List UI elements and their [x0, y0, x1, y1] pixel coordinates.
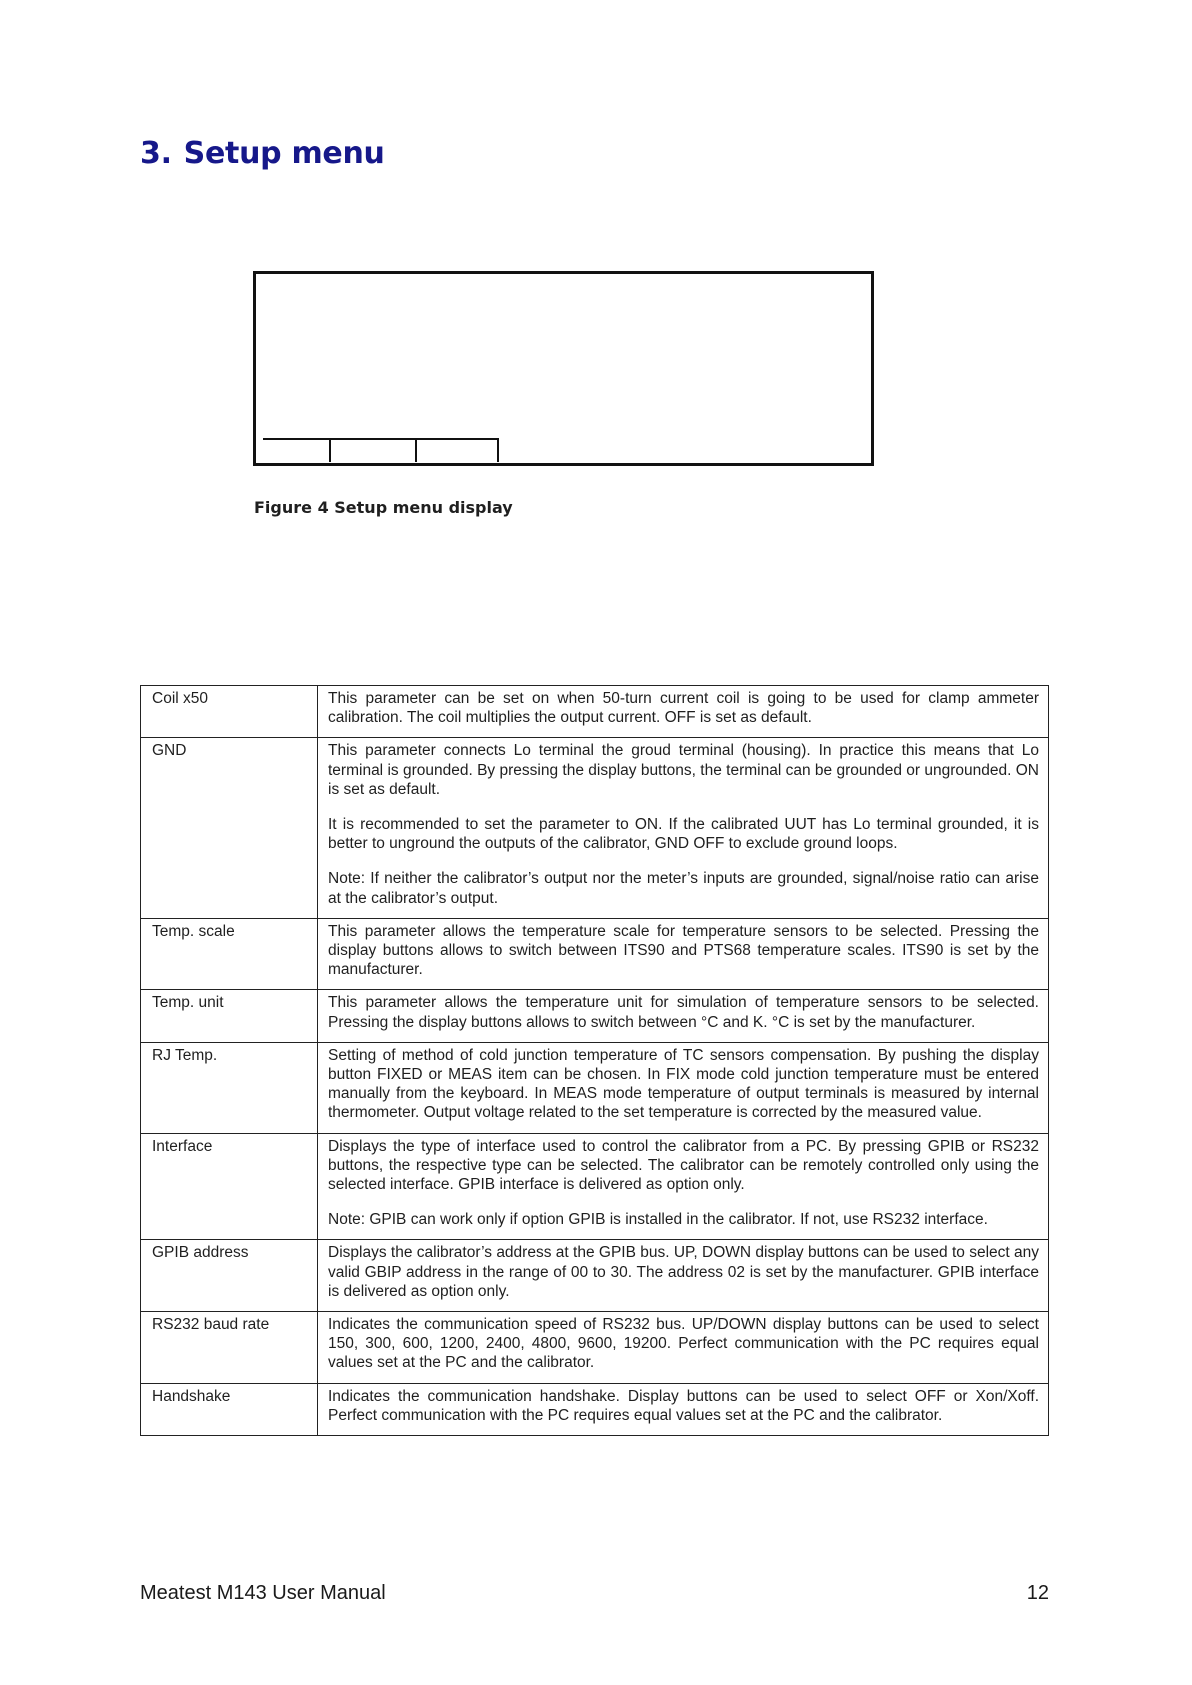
description-paragraph: Note: GPIB can work only if option GPIB is installed in the calibrator. If not, use RS232 interface.	[328, 1211, 988, 1229]
table-row	[141, 1042, 1049, 1133]
description-paragraph: This parameter connects Lo terminal the groud terminal (housing). In practice this means that Lo terminal is grounded. By pressing the display buttons, the terminal can be grounded or ungrounded. ON is set as default.	[328, 742, 1039, 798]
parameter-description	[318, 686, 1049, 738]
display-softkey-divider	[329, 438, 331, 462]
parameter-description	[318, 1240, 1049, 1312]
description-paragraph: Indicates the communication handshake. Display buttons can be used to select OFF or Xon/Xoff. Perfect communication with the PC requires equal values set at the PC and the calibrator.	[328, 1387, 1039, 1424]
setup-menu-display-figure	[253, 271, 874, 466]
parameter-description	[318, 1042, 1049, 1133]
table-row	[141, 738, 1049, 918]
description-paragraph: Indicates the communication speed of RS232 bus. UP/DOWN display buttons can be used to select 150, 300, 600, 1200, 2400, 4800, 9600, 19200. Perfect communication with the PC requires equal values set at the PC and the calibrator.	[328, 1316, 1039, 1372]
display-softkey-divider	[415, 438, 417, 462]
parameter-description	[318, 738, 1049, 918]
parameter-name: Handshake	[141, 1383, 318, 1435]
parameter-description	[318, 918, 1049, 990]
parameter-name: Interface	[141, 1133, 318, 1240]
parameter-name: RJ Temp.	[141, 1042, 318, 1133]
footer-manual-title: Meatest M143 User Manual	[140, 1582, 386, 1604]
description-paragraph: Setting of method of cold junction temperature of TC sensors compensation. By pushing the display button FIXED or MEAS item can be chosen. In FIX mode cold junction temperature must be entered manually from the keyboard. In MEAS mode temperature of output terminals is measured by internal thermometer. Output voltage related to the set temperature is corrected by the measured value.	[328, 1046, 1039, 1122]
table-row	[141, 990, 1049, 1042]
description-paragraph: Note: If neither the calibrator’s output nor the meter’s inputs are grounded, signal/noise ratio can arise at the calibrator’s output.	[328, 870, 1039, 907]
parameter-description	[318, 1383, 1049, 1435]
section-number: 3.	[140, 136, 172, 171]
table-row	[141, 1240, 1049, 1312]
parameter-description	[318, 1133, 1049, 1240]
parameter-name: GPIB address	[141, 1240, 318, 1312]
display-softkey-divider	[497, 438, 499, 462]
section-title: Setup menu	[183, 136, 385, 171]
parameter-name: Temp. unit	[141, 990, 318, 1042]
table-row	[141, 686, 1049, 738]
display-softkey-bar	[263, 438, 497, 440]
section-heading	[140, 136, 385, 171]
description-paragraph: This parameter allows the temperature scale for temperature sensors to be selected. Pressing the display buttons allows to switch between ITS90 and PTS68 temperature scales. ITS90 is set by the manufacturer.	[328, 922, 1039, 979]
parameter-description	[318, 1312, 1049, 1384]
setup-parameters-table	[140, 685, 1049, 1436]
footer-page-number: 12	[1026, 1582, 1049, 1604]
parameter-name: GND	[141, 738, 318, 918]
description-paragraph: This parameter can be set on when 50-turn current coil is going to be used for clamp ammeter calibration. The coil multiplies the output current. OFF is set as default.	[328, 690, 1039, 727]
table-row	[141, 1312, 1049, 1384]
parameter-name: Coil x50	[141, 686, 318, 738]
description-paragraph: Displays the calibrator’s address at the GPIB bus. UP, DOWN display buttons can be used to select any valid GBIP address in the range of 00 to 30. The address 02 is set by the manufacturer. GPIB interface is delivered as option only.	[328, 1244, 1039, 1300]
description-paragraph: It is recommended to set the parameter to ON. If the calibrated UUT has Lo terminal grounded, it is better to unground the outputs of the calibrator, GND OFF to exclude ground loops.	[328, 816, 1039, 853]
table-row	[141, 918, 1049, 990]
table-row	[141, 1383, 1049, 1435]
figure-caption: Figure 4 Setup menu display	[254, 498, 513, 517]
parameter-description	[318, 990, 1049, 1042]
parameter-name: Temp. scale	[141, 918, 318, 990]
description-paragraph: Displays the type of interface used to control the calibrator from a PC. By pressing GPIB or RS232 buttons, the respective type can be selected. The calibrator can be remotely controlled only using the selected interface. GPIB interface is delivered as option only.	[328, 1137, 1039, 1194]
description-paragraph: This parameter allows the temperature unit for simulation of temperature sensors to be selected. Pressing the display buttons allows to switch between °C and K. °C is set by the manufacturer.	[328, 994, 1039, 1031]
table-row	[141, 1133, 1049, 1240]
parameter-name: RS232 baud rate	[141, 1312, 318, 1384]
